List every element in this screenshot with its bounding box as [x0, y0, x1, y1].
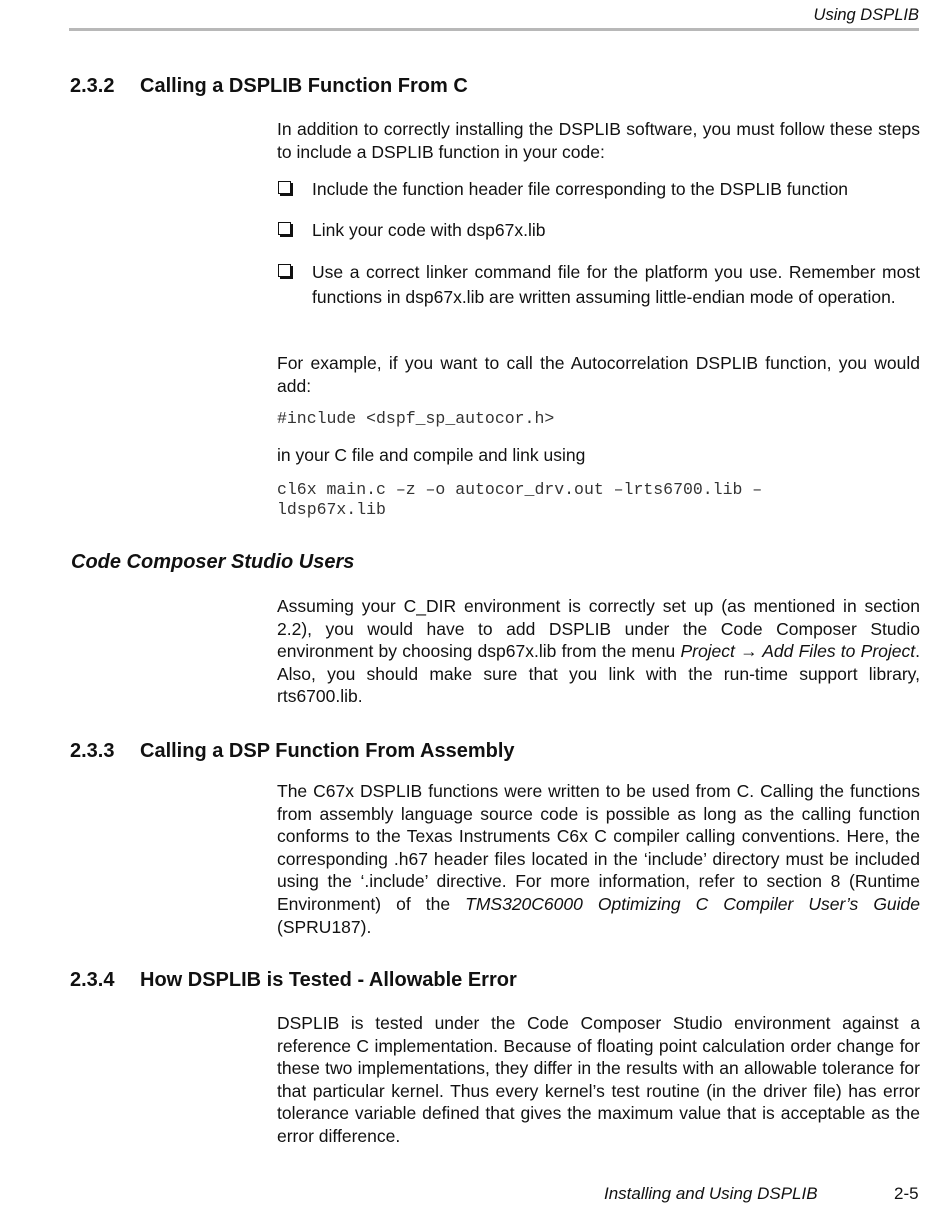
ccs-users-text [277, 595, 920, 708]
section-number: 2.3.3 [70, 740, 115, 762]
section-number: 2.3.2 [70, 75, 115, 97]
menu-path: Project → Add Files to Project [680, 641, 916, 662]
list-item-text: Use a correct linker command file for the platform you use. Remember most functions in dsp67x.lib are written assuming little-endian mode of operation. [312, 262, 920, 307]
running-header: Using DSPLIB [813, 6, 919, 24]
compile-intro: in your C file and compile and link using [277, 445, 586, 465]
code-compile: cl6x main.c –z –o autocor_drv.out –lrts6700.lib – ldsp67x.lib [277, 480, 763, 519]
s233-text-part: (SPRU187). [277, 916, 372, 937]
section-number: 2.3.4 [70, 969, 115, 991]
footer-page-number: 2-5 [894, 1184, 919, 1203]
reference-title: TMS320C6000 Optimizing C Compiler User’s Guide [465, 893, 921, 914]
section-2-3-2-heading [70, 75, 468, 98]
ccs-text-part: . Also, you should make sure that you link with the run-time support library, rts6700.lib. [277, 641, 920, 707]
s233-text-part: The C67x DSPLIB functions were written to be used from C. Calling the functions from assembly language source code is possible as long as the calling function conforms to the Texas Instruments C6x C compiler calling conventions. Here, the corresponding .h67 header files located in the ‘include’ directory must be included using the ‘.include’ directive. For more information, refer to section 8 (Runtime Environment) of the [277, 781, 920, 914]
section-2-3-3-text [277, 780, 920, 938]
header-rule [69, 28, 919, 31]
section-2-3-4-text: DSPLIB is tested under the Code Composer Studio environment against a reference C implementation. Because of floating point calculation order change for these two implementations, they differ in the results with an allowable tolerance for that particular kernel. Thus every kernel’s test routine (in the driver file) has error tolerance variable defined that gives the maximum value that is acceptable as the error difference. [277, 1013, 920, 1146]
checkbox-bullet-icon [278, 222, 291, 235]
checkbox-bullet-icon [278, 181, 291, 194]
section-2-3-3-heading [70, 740, 515, 763]
section-title: Calling a DSP Function From Assembly [140, 740, 515, 762]
list-item [277, 177, 920, 202]
section-title: Calling a DSPLIB Function From C [140, 75, 468, 97]
list-item-text: Link your code with dsp67x.lib [312, 220, 546, 240]
section-2-3-4-heading [70, 969, 517, 992]
list-item [277, 260, 920, 309]
section-title: How DSPLIB is Tested - Allowable Error [140, 969, 517, 991]
list-item [277, 218, 920, 243]
example-intro: For example, if you want to call the Autocorrelation DSPLIB function, you would add: [277, 353, 920, 396]
section-2-3-2-intro: In addition to correctly installing the DSPLIB software, you must follow these steps to include a DSPLIB function in your code: [277, 119, 920, 162]
footer-chapter-title: Installing and Using DSPLIB [604, 1184, 818, 1203]
checkbox-bullet-icon [278, 264, 291, 277]
ccs-users-heading: Code Composer Studio Users [71, 551, 355, 573]
code-include: #include <dspf_sp_autocor.h> [277, 409, 555, 428]
ccs-text-part: Assuming your C_DIR environment is correctly set up (as mentioned in section 2.2), you would have to add DSPLIB under the Code Composer Studio environment by choosing dsp67x.lib from the menu [277, 596, 920, 662]
list-item-text: Include the function header file corresponding to the DSPLIB function [312, 179, 849, 199]
